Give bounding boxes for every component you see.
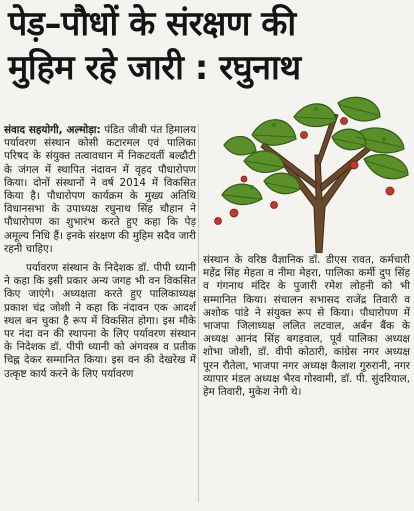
- dateline: संवाद सहयोगी, अल्मोड़ा:: [4, 124, 101, 136]
- article-column-right: [203, 254, 410, 399]
- headline-line-2: मुहिम रहे जारी : रघुनाथ: [8, 48, 301, 88]
- paragraph: [203, 254, 410, 399]
- paragraph-text: पंडित जीबी पंत हिमालय पर्यावरण संस्थान कोसी कटारमल एवं पालिका परिषद के संयुक्त तत्वावधान में निकटवर्ती बल्ढौटी के जंगल में स्थापित नंदावन में वृहद पौधारोपण किया। दोनों संस्थानों ने वर्ष 2014 में विकसित किया है। पौधारोपण कार्यक्रम के मुख्य अतिथि विधानसभा के उपाध्यक्ष रघुनाथ सिंह चौहान ने पौधारोपण का शुभारंभ करते हुए कहा कि पेड़ अमूल्य निधि हैं। इनके संरक्षण की मुहिम सदैव जारी रहनी चाहिए।: [4, 124, 196, 255]
- paragraph-text: पर्यावरण संस्थान के निदेशक डॉ. पीपी ध्यानी ने कहा कि इसी प्रकार अन्य जगह भी वन विकसित किए जाएंगे। अध्यक्षता करते हुए पालिकाध्यक्ष प्रकाश चंद्र जोशी ने कहा कि नंदावन एक आदर्श स्थल बन चुका है रूप में विकसित होगा। इस मौके पर नंदा वन की स्थापना के लिए पर्यावरण संस्थान के निदेशक डॉ. पीपी ध्यानी को अंगवस्त्र व प्रतीक चिह्न देकर सम्मानित किया। इस वन की देखरेख में उत्कृष्ट कार्य करने के लिए पर्यावरण: [4, 262, 196, 380]
- tree-illustration-icon: [204, 95, 414, 253]
- headline: [8, 2, 408, 90]
- paragraph: [4, 124, 196, 256]
- paragraph: [4, 262, 196, 381]
- article-column-left: [4, 124, 196, 381]
- headline-line-1: पेड़–पौधों के संरक्षण की: [8, 4, 296, 44]
- column-divider: [198, 124, 199, 502]
- paragraph-text: संस्थान के वरिष्ठ वैज्ञानिक डॉ. डीएस रावत, कर्मचारी महेंद्र सिंह मेहता व नीमा मेहरा, पालिका कर्मी दुप सिंह व गंगनाथ मंदिर के पुजारी रमेश लोहनी को भी सम्मानित किया। संचालन सभासद राजेंद्र तिवारी व अशोक पांडे ने संयुक्त रूप से किया। पौधारोपण में भाजपा जिलाध्यक्ष ललित लटवाल, अर्बन बैंक के अध्यक्ष आनंद सिंह बगड़वाल, पूर्व पालिका अध्यक्ष शोभा जोशी, डॉ. वीपी कोठारी, कांग्रेस नगर अध्यक्ष पूरन रौतेला, भाजपा नगर अध्यक्ष कैलाश गुरुरानी, नगर व्यापार मंडल अध्यक्ष भैरव गोस्वामी, डॉ. पी. सुंदरियाल, हेम तिवारी, मुकेश नेगी थे।: [203, 254, 410, 399]
